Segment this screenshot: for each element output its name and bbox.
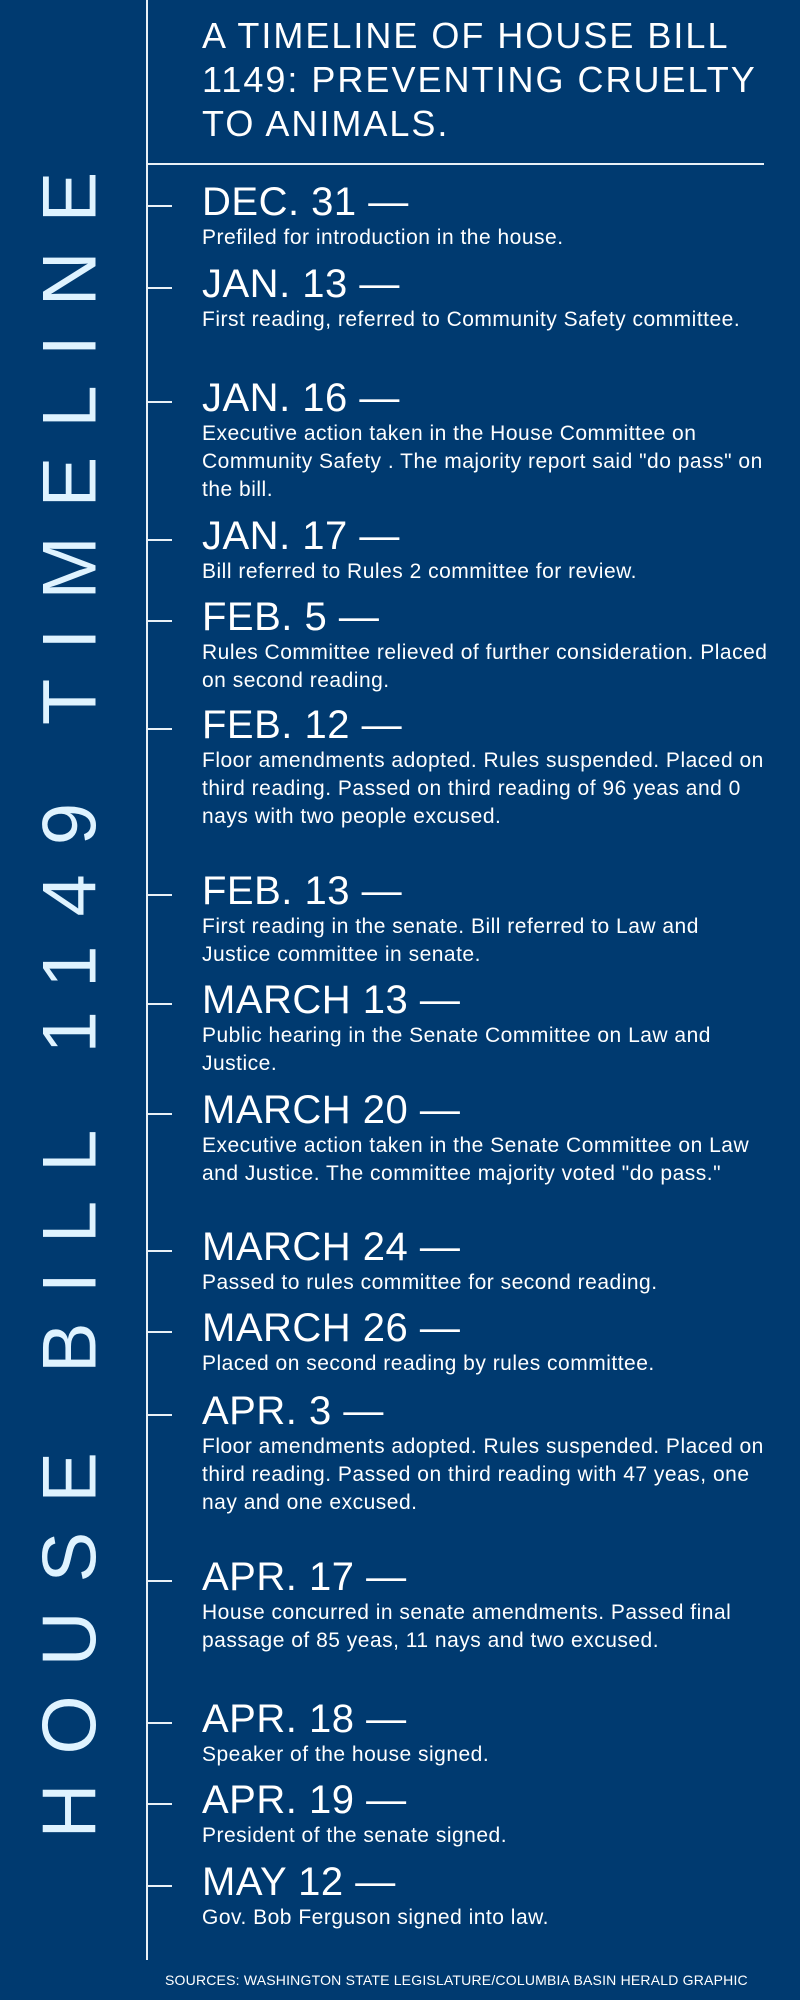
timeline-tick xyxy=(146,1885,172,1887)
timeline-entry xyxy=(202,976,772,1078)
timeline-entry xyxy=(202,178,772,252)
entry-description: First reading, referred to Community Safety committee. xyxy=(202,308,741,331)
timeline-tick xyxy=(146,1722,172,1724)
timeline-entry xyxy=(202,867,772,969)
entry-description: Prefiled for introduction in the house. xyxy=(202,226,564,249)
timeline-entry xyxy=(202,374,772,504)
entry-date: APR. 19 — xyxy=(202,1778,407,1822)
entry-date: JAN. 17 — xyxy=(202,514,400,558)
entry-description: Public hearing in the Senate Committee on Law and Justice. xyxy=(202,1024,711,1075)
entry-description: Bill referred to Rules 2 committee for review. xyxy=(202,560,637,583)
entry-date: MARCH 20 — xyxy=(202,1088,461,1132)
entry-date: MARCH 13 — xyxy=(202,978,461,1022)
timeline-entry xyxy=(202,1387,772,1517)
timeline-tick xyxy=(146,1414,172,1416)
timeline-tick xyxy=(146,287,172,289)
page-title: A TIMELINE OF HOUSE BILL 1149: PREVENTING CRUELTY TO ANIMALS. xyxy=(202,15,757,144)
entry-date: FEB. 13 — xyxy=(202,869,403,913)
timeline-entry xyxy=(202,701,772,831)
vertical-title-text: HOUSE BILL 1149 TIMELINE xyxy=(27,142,113,1838)
entry-description: Speaker of the house signed. xyxy=(202,1743,490,1766)
sources-credit: SOURCES: WASHINGTON STATE LEGISLATURE/COLUMBIA BASIN HERALD GRAPHIC xyxy=(165,1972,748,1988)
timeline-entry xyxy=(202,1086,772,1188)
entry-date: APR. 3 — xyxy=(202,1389,384,1433)
entry-date: MARCH 24 — xyxy=(202,1225,461,1269)
entry-description: House concurred in senate amendments. Passed final passage of 85 yeas, 11 nays and two excused. xyxy=(202,1601,732,1652)
entry-description: Gov. Bob Ferguson signed into law. xyxy=(202,1906,549,1929)
timeline-tick xyxy=(146,1331,172,1333)
entry-date: APR. 18 — xyxy=(202,1697,407,1741)
entry-date: MARCH 26 — xyxy=(202,1306,461,1350)
timeline-entry xyxy=(202,1695,772,1769)
entry-date: FEB. 5 — xyxy=(202,595,380,639)
timeline-entry xyxy=(202,1776,772,1850)
entry-description: Floor amendments adopted. Rules suspended. Placed on third reading. Passed on third reading with 47 yeas, one nay and one excused. xyxy=(202,1435,764,1514)
timeline-tick xyxy=(146,620,172,622)
entry-date: DEC. 31 — xyxy=(202,180,409,224)
entry-description: President of the senate signed. xyxy=(202,1824,508,1847)
entry-date: APR. 17 — xyxy=(202,1555,407,1599)
timeline-axis xyxy=(146,0,148,1960)
timeline-tick xyxy=(146,401,172,403)
entry-description: Executive action taken in the Senate Committee on Law and Justice. The committee majority voted "do pass." xyxy=(202,1134,750,1185)
entry-description: Passed to rules committee for second reading. xyxy=(202,1271,658,1294)
timeline-tick xyxy=(146,1803,172,1805)
vertical-title xyxy=(20,80,120,1900)
timeline-entry xyxy=(202,260,772,334)
timeline-entry xyxy=(202,1553,772,1655)
timeline-tick xyxy=(146,205,172,207)
timeline-tick xyxy=(146,894,172,896)
title-divider xyxy=(146,163,764,165)
timeline-entry xyxy=(202,1223,772,1297)
entry-date: JAN. 16 — xyxy=(202,376,400,420)
timeline-entry xyxy=(202,1304,772,1378)
entry-description: Placed on second reading by rules committee. xyxy=(202,1352,655,1375)
timeline-entry xyxy=(202,1858,772,1932)
timeline-tick xyxy=(146,1003,172,1005)
entry-date: MAY 12 — xyxy=(202,1860,396,1904)
entry-description: First reading in the senate. Bill referred to Law and Justice committee in senate. xyxy=(202,915,699,966)
entry-description: Rules Committee relieved of further consideration. Placed on second reading. xyxy=(202,641,768,692)
entry-date: FEB. 12 — xyxy=(202,703,403,747)
entry-date: JAN. 13 — xyxy=(202,262,400,306)
timeline-tick xyxy=(146,728,172,730)
timeline-tick xyxy=(146,1250,172,1252)
timeline-tick xyxy=(146,1113,172,1115)
timeline-entry xyxy=(202,512,772,586)
entry-description: Floor amendments adopted. Rules suspended. Placed on third reading. Passed on third reading of 96 yeas and 0 nays with two people excused. xyxy=(202,749,764,828)
timeline-entry xyxy=(202,593,772,695)
timeline-tick xyxy=(146,539,172,541)
timeline-tick xyxy=(146,1580,172,1582)
entry-description: Executive action taken in the House Committee on Community Safety . The majority report said "do pass" on the bill. xyxy=(202,422,763,501)
